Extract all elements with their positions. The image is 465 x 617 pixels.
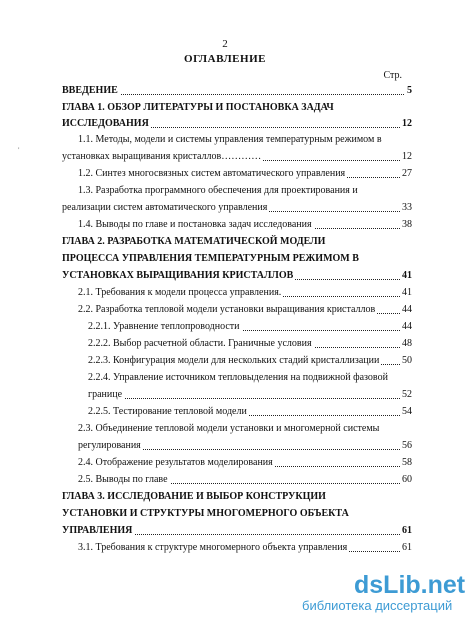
toc-entry-page: 61 [402,542,412,553]
toc-entry-label: 2.2.5. Тестирование тепловой модели [88,406,247,417]
toc-entry-label: границе [88,389,123,400]
toc-entry-page: 50 [402,355,412,366]
toc-entry-page: 52 [402,389,412,400]
toc-entry-2-2-5[interactable] [88,405,412,419]
toc-entry-page: 54 [402,406,412,417]
toc-entry-label: УПРАВЛЕНИЯ [62,525,133,536]
toc-entry-label: 1.3. Разработка программного обеспечения для проектирования и [78,185,358,196]
toc-entry-label: 1.4. Выводы по главе и постановка задач исследования [78,219,312,230]
toc-entry-page: 61 [402,525,412,536]
toc-entry-page: 58 [402,457,412,468]
toc-entry-label: 2.2.2. Выбор расчетной области. Граничные условия [88,338,312,349]
watermark-brand: dsLib.net [354,571,465,599]
toc-entry-label: установках выращивания кристаллов………… [62,151,262,162]
toc-entry-2-2-3[interactable] [88,354,412,368]
toc-entry-page: 48 [402,338,412,349]
toc-entry-label: ПРОЦЕССА УПРАВЛЕНИЯ ТЕМПЕРАТУРНЫМ РЕЖИМОМ В [62,253,359,264]
toc-entry-chapter-2-cont[interactable] [62,252,412,266]
toc-entry-label: ГЛАВА 3. ИССЛЕДОВАНИЕ И ВЫБОР КОНСТРУКЦИИ [62,491,326,502]
toc-entry-chapter-2[interactable] [62,235,412,249]
toc-entry-page: 12 [402,151,412,162]
toc-entry-chapter-1[interactable] [62,101,412,115]
toc-entry-label: 2.2.3. Конфигурация модели для нескольких стадий кристаллизации [88,355,380,366]
toc-entry-page: 56 [402,440,412,451]
toc-entry-label: ГЛАВА 2. РАЗРАБОТКА МАТЕМАТИЧЕСКОЙ МОДЕЛИ [62,236,326,247]
toc-entry-1-4[interactable] [78,218,412,232]
toc-entry-page: 60 [402,474,412,485]
toc-entry-1-3[interactable] [78,184,412,198]
toc-entry-chapter-2-end[interactable] [62,269,412,283]
toc-entry-page: 12 [402,118,412,129]
leader-dots [88,398,412,399]
page-column-label: Стр. [383,70,402,81]
toc-entry-2-2[interactable] [78,303,412,317]
toc-entry-introduction[interactable] [62,84,412,98]
toc-entry-page: 27 [402,168,412,179]
toc-entry-label: 2.2. Разработка тепловой модели установки выращивания кристаллов [78,304,376,315]
toc-entry-chapter-3[interactable] [62,490,412,504]
toc-entry-label: 2.2.1. Уравнение теплопроводности [88,321,240,332]
toc-entry-2-2-4-cont[interactable] [88,388,412,402]
toc-entry-2-1[interactable] [78,286,412,300]
toc-entry-label: 2.5. Выводы по главе [78,474,168,485]
toc-entry-label: УСТАНОВКАХ ВЫРАЩИВАНИЯ КРИСТАЛЛОВ [62,270,294,281]
toc-entry-2-3[interactable] [78,422,412,436]
toc-entry-label: ИССЛЕДОВАНИЯ [62,118,149,129]
toc-entry-1-3-cont[interactable] [62,201,412,215]
toc-entry-label: 3.1. Требования к структуре многомерного объекта управления [78,542,348,553]
toc-entry-page: 41 [402,270,412,281]
toc-entry-2-2-2[interactable] [88,337,412,351]
toc-entry-page: 44 [402,304,412,315]
toc-title: ОГЛАВЛЕНИЕ [184,53,266,65]
toc-entry-page: 44 [402,321,412,332]
toc-entry-chapter-3-end[interactable] [62,524,412,538]
toc-entry-label: 2.4. Отображение результатов моделирования [78,457,273,468]
toc-entry-label: реализации систем автоматического управления [62,202,268,213]
toc-entry-label: ВВЕДЕНИЕ [62,85,118,96]
toc-entry-1-1-cont[interactable] [62,150,412,164]
toc-entry-2-3-cont[interactable] [78,439,412,453]
toc-entry-label: ГЛАВА 1. ОБЗОР ЛИТЕРАТУРЫ И ПОСТАНОВКА ЗАДАЧ [62,102,334,113]
toc-entry-label: 1.2. Синтез многосвязных систем автоматического управления [78,168,346,179]
toc-entry-page: 38 [402,219,412,230]
toc-entry-label: 1.1. Методы, модели и системы управления температурным режимом в [78,134,382,145]
toc-entry-label: УСТАНОВКИ И СТРУКТУРЫ МНОГОМЕРНОГО ОБЪЕКТА [62,508,349,519]
toc-entry-1-2[interactable] [78,167,412,181]
toc-entry-page: 41 [402,287,412,298]
margin-mark: , [18,144,20,150]
toc-entry-label: 2.3. Объединение тепловой модели установки и многомерной системы [78,423,380,434]
watermark-subtitle: библиотека диссертаций [302,598,453,613]
toc-entry-page: 5 [407,85,412,96]
toc-entry-label: регулирования [78,440,141,451]
toc-entry-label: 2.1. Требования к модели процесса управления. [78,287,282,298]
toc-entry-chapter-1-cont[interactable] [62,117,412,131]
toc-entry-2-4[interactable] [78,456,412,470]
toc-entry-1-1[interactable] [78,133,412,147]
toc-entry-page: 33 [402,202,412,213]
toc-entry-2-2-1[interactable] [88,320,412,334]
page-number: 2 [222,38,228,50]
toc-entry-chapter-3-cont[interactable] [62,507,412,521]
toc-entry-label: 2.2.4. Управление источником тепловыделения на подвижной фазовой [88,372,388,383]
toc-entry-2-5[interactable] [78,473,412,487]
toc-entry-3-1[interactable] [78,541,412,555]
toc-entry-2-2-4[interactable] [88,371,412,385]
